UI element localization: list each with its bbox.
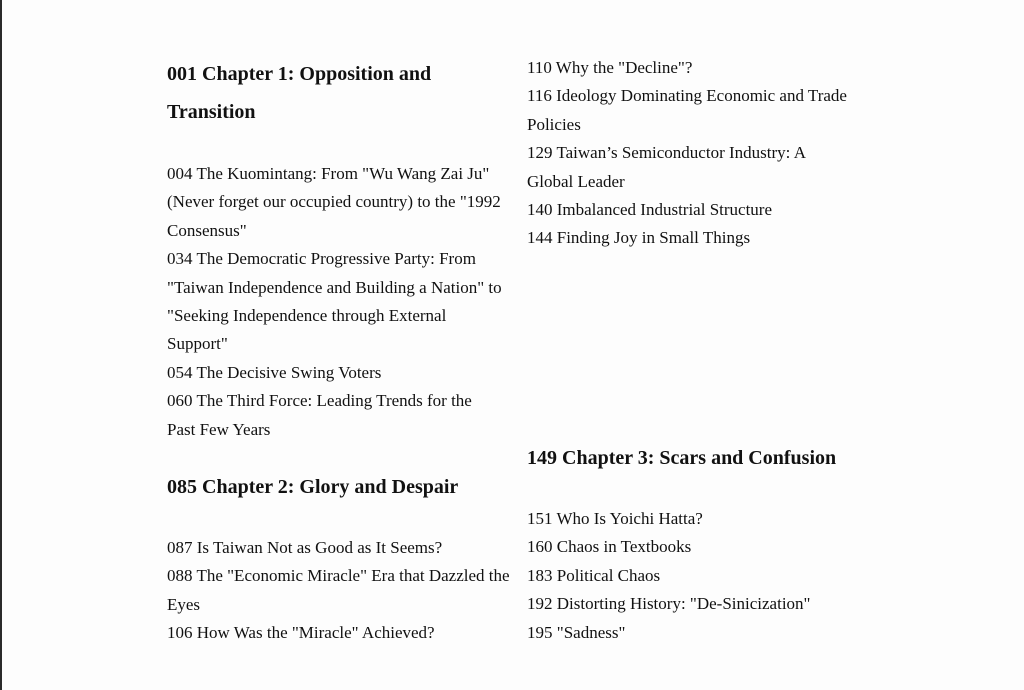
chapter-1-entries	[167, 160, 512, 444]
toc-entry: 004 The Kuomintang: From "Wu Wang Zai Ju" (Never forget our occupied country) to the "1992 Consensus"	[167, 164, 501, 240]
toc-entry: 034 The Democratic Progressive Party: From "Taiwan Independence and Building a Nation" to "Seeking Independence through External Support"	[167, 249, 502, 354]
chapter-2-entries	[167, 534, 512, 648]
toc-entry: 129 Taiwan’s Semiconductor Industry: A Global Leader	[527, 143, 806, 191]
toc-entry: 192 Distorting History: "De-Sinicization"	[527, 594, 811, 614]
chapter-3-heading: 149 Chapter 3: Scars and Confusion	[527, 447, 837, 469]
page-edge-border	[0, 0, 2, 690]
toc-entry: 106 How Was the "Miracle" Achieved?	[167, 623, 435, 643]
chapter-1-heading: 001 Chapter 1: Opposition and Transition	[167, 63, 432, 123]
toc-entry: 110 Why the "Decline"?	[527, 58, 693, 77]
toc-entry: 144 Finding Joy in Small Things	[527, 228, 751, 248]
toc-entry: 087 Is Taiwan Not as Good as It Seems?	[167, 538, 443, 557]
toc-entry: 116 Ideology Dominating Economic and Trade Policies	[527, 86, 847, 134]
toc-entry: 140 Imbalanced Industrial Structure	[527, 200, 773, 220]
toc-entry: 195 "Sadness"	[527, 622, 626, 642]
toc-entry: 060 The Third Force: Leading Trends for the Past Few Years	[167, 391, 472, 439]
toc-entry: 054 The Decisive Swing Voters	[167, 362, 382, 382]
toc-entry: 151 Who Is Yoichi Hatta?	[527, 509, 703, 528]
chapter-3-entries	[527, 505, 887, 647]
toc-entry: 183 Political Chaos	[527, 565, 661, 585]
chapter-2-continued-entries	[527, 54, 887, 253]
toc-entry: 160 Chaos in Textbooks	[527, 537, 692, 557]
chapter-2-heading: 085 Chapter 2: Glory and Despair	[167, 476, 459, 498]
toc-entry: 088 The "Economic Miracle" Era that Dazzled the Eyes	[167, 566, 510, 614]
